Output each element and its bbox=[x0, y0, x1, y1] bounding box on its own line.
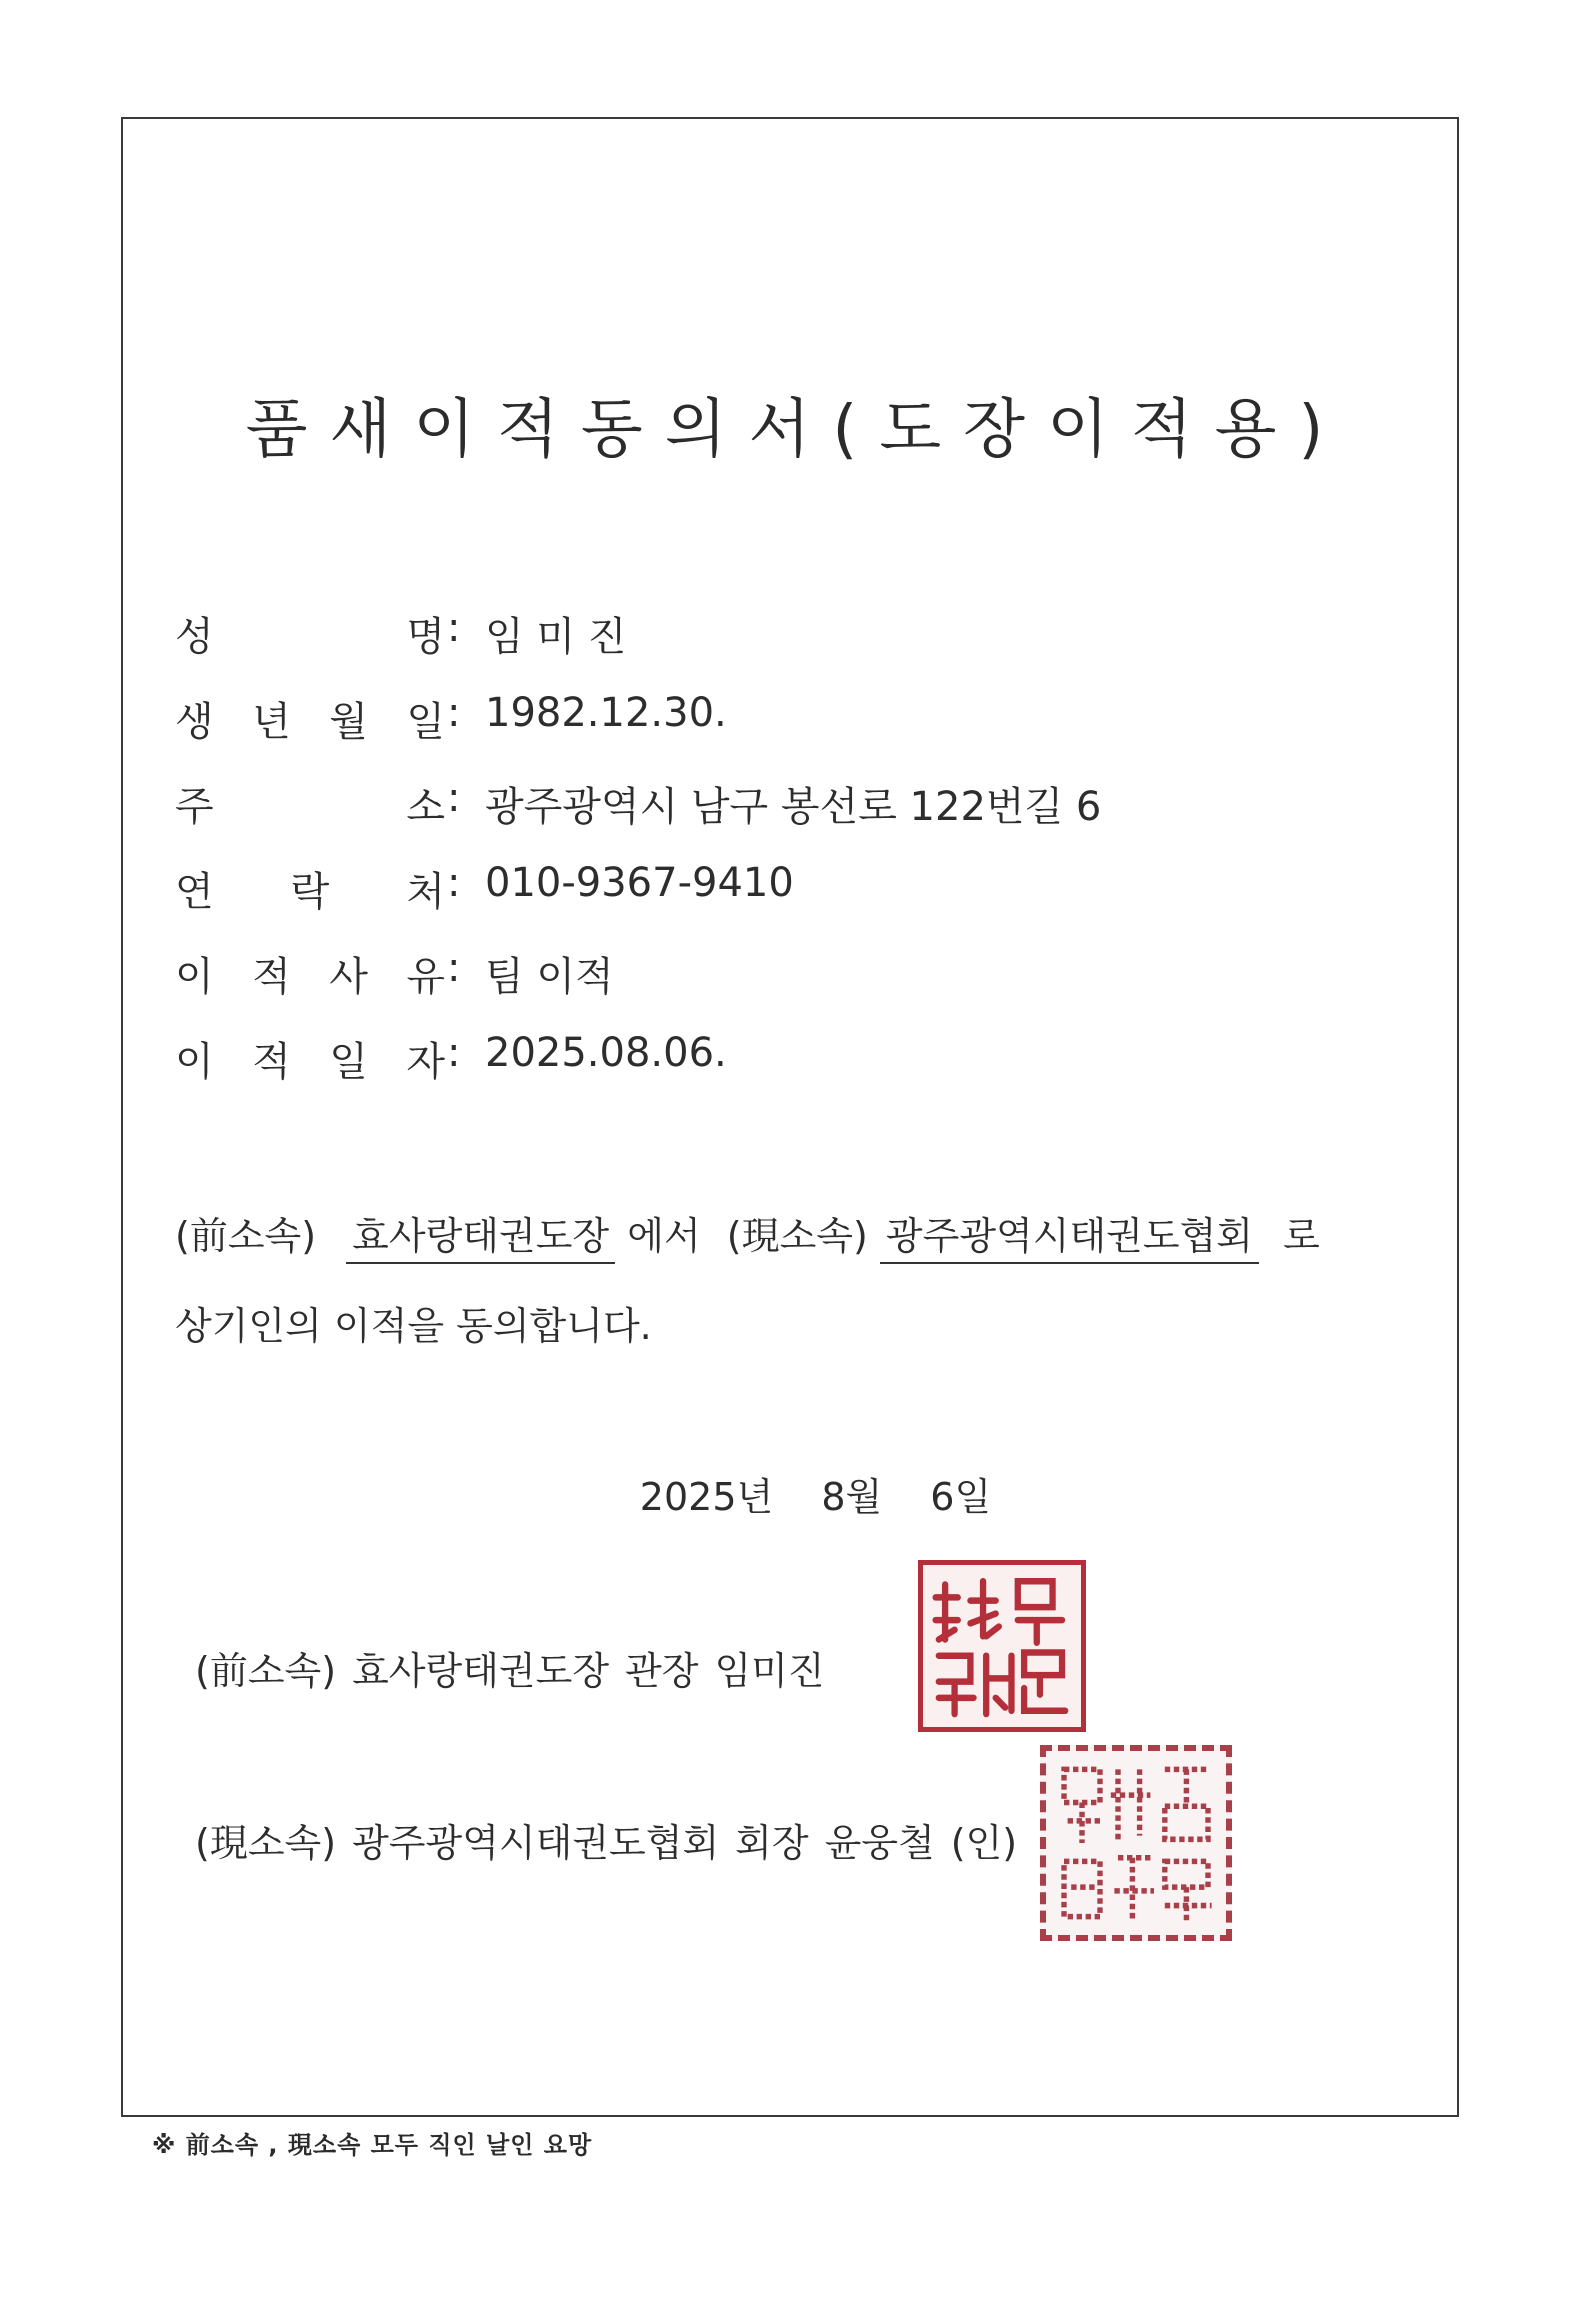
field-label: 주 소 bbox=[175, 784, 445, 830]
seal-mark: (인) bbox=[950, 1821, 1018, 1865]
agreement-line-2: 상기인의 이적을 동의합니다. bbox=[175, 1304, 652, 1348]
signature-org: 효사랑태권도장 bbox=[352, 1649, 610, 1693]
signature-label: (現소속) bbox=[195, 1821, 337, 1865]
field-value: 010-9367-9410 bbox=[485, 860, 794, 906]
field-value: 2025.08.06. bbox=[485, 1030, 727, 1076]
field-value: 팀 이적 bbox=[485, 954, 614, 1000]
signature-title: 회장 bbox=[735, 1821, 809, 1865]
field-label: 이 적 사 유 bbox=[175, 954, 445, 1000]
colon: : bbox=[447, 775, 461, 821]
date-day: 6일 bbox=[930, 1475, 992, 1519]
colon: : bbox=[447, 690, 461, 736]
field-value: 1982.12.30. bbox=[485, 690, 727, 736]
document-title: 품새이적동의서(도장이적용) bbox=[245, 393, 1346, 467]
signature-name: 윤웅철 bbox=[824, 1821, 935, 1865]
date-month: 8월 bbox=[821, 1475, 883, 1519]
colon: : bbox=[447, 605, 461, 651]
colon: : bbox=[447, 1030, 461, 1076]
field-label: 연 락 처 bbox=[175, 869, 445, 915]
prev-affiliation-org: 효사랑태권도장 bbox=[346, 1205, 615, 1264]
signature-org: 광주광역시태권도협회 bbox=[352, 1821, 720, 1865]
signature-prev bbox=[195, 1640, 825, 1695]
field-value: 임 미 진 bbox=[485, 614, 627, 660]
curr-affiliation-label: (現소속) bbox=[726, 1214, 868, 1258]
signature-name: 임미진 bbox=[714, 1649, 825, 1693]
date-year: 2025년 bbox=[639, 1475, 774, 1519]
signature-title: 관장 bbox=[625, 1649, 699, 1693]
suffix-text: 로 bbox=[1283, 1214, 1320, 1258]
colon: : bbox=[447, 945, 461, 991]
signing-date bbox=[0, 1466, 1591, 1521]
field-label: 생 년 월 일 bbox=[175, 699, 445, 745]
field-value: 광주광역시 남구 봉선로 122번길 6 bbox=[485, 784, 1102, 830]
agreement-line-1 bbox=[175, 1205, 1320, 1264]
curr-org-seal-stamp bbox=[1040, 1745, 1232, 1941]
prev-affiliation-label: (前소속) bbox=[175, 1214, 317, 1258]
colon: : bbox=[447, 860, 461, 906]
footnote: ※ 前소속 , 現소속 모두 직인 날인 요망 bbox=[152, 2131, 593, 2159]
connector-text: 에서 bbox=[627, 1214, 701, 1258]
field-label: 이 적 일 자 bbox=[175, 1039, 445, 1085]
signature-curr bbox=[195, 1812, 1017, 1867]
field-label: 성 명 bbox=[175, 614, 445, 660]
signature-label: (前소속) bbox=[195, 1649, 337, 1693]
prev-org-seal-stamp bbox=[918, 1560, 1086, 1732]
curr-affiliation-org: 광주광역시태권도협회 bbox=[880, 1205, 1259, 1264]
